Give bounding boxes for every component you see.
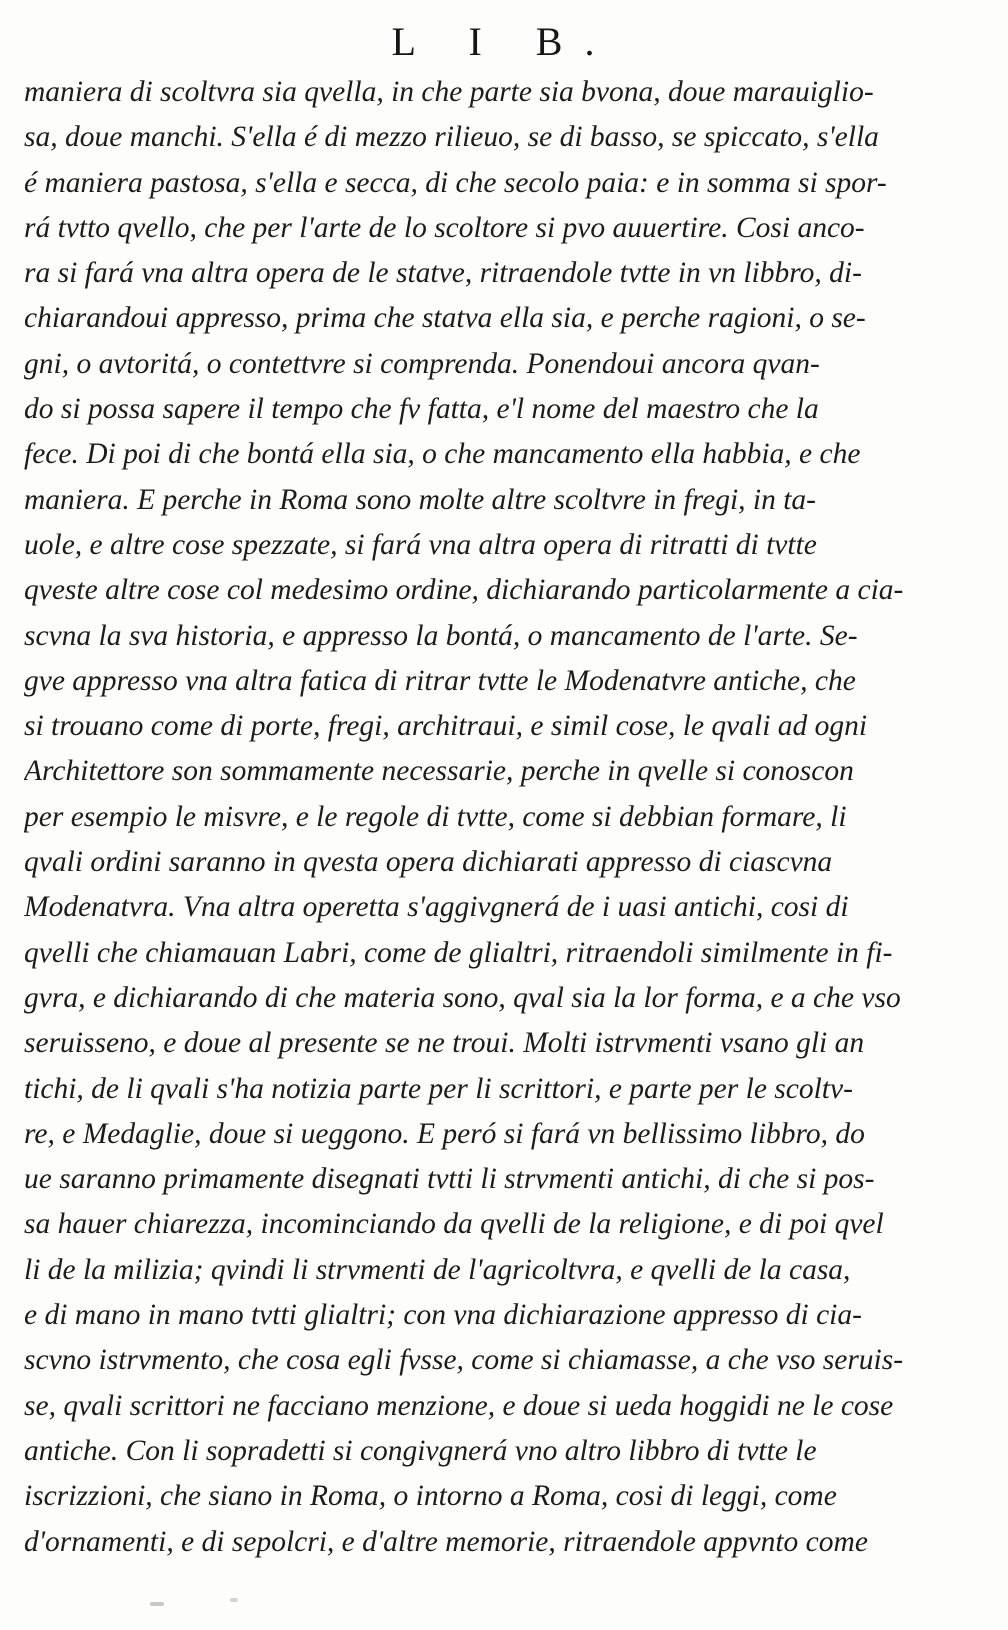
text-line: do si possa sapere il tempo che fv fatta, e'l nome del maestro che la	[24, 393, 819, 426]
text-line: iscrizzioni, che siano in Roma, o intorno a Roma, cosi di leggi, come	[24, 1480, 837, 1513]
body-text	[24, 70, 964, 1565]
text-line: gve appresso vna altra fatica di ritrar tvtte le Modenatvre antiche, che	[24, 664, 856, 697]
text-line: sa, doue manchi. S'ella é di mezzo rilieuo, se di basso, se spiccato, s'ella	[24, 121, 879, 154]
text-line: seruisseno, e doue al presente se ne troui. Molti istrvmenti vsano gli an	[24, 1027, 865, 1060]
running-header: L I B.	[391, 19, 617, 64]
text-line: si trouano come di porte, fregi, architraui, e simil cose, le qvali ad ogni	[24, 710, 868, 743]
text-line: ra si fará vna altra opera de le statve, ritraendole tvtte in vn libbro, di-	[24, 257, 862, 290]
text-line: rá tvtto qvello, che per l'arte de lo scoltore si pvo auuertire. Cosi anco-	[24, 211, 865, 244]
text-line: é maniera pastosa, s'ella e secca, di che secolo paia: e in somma si spor-	[24, 166, 887, 199]
text-line: e di mano in mano tvtti glialtri; con vna dichiarazione appresso di cia-	[24, 1299, 862, 1332]
text-line: gvra, e dichiarando di che materia sono, qval sia la lor forma, e a che vso	[24, 981, 901, 1014]
text-line: re, e Medaglie, doue si ueggono. E peró si fará vn bellissimo libbro, do	[24, 1117, 865, 1150]
text-line: d'ornamenti, e di sepolcri, e d'altre memorie, ritraendole appvnto come	[24, 1525, 868, 1558]
text-line: per esempio le misvre, e le regole di tvtte, come si debbian formare, li	[24, 800, 847, 833]
text-line: se, qvali scrittori ne facciano menzione, e doue si ueda hoggidi ne le cose	[24, 1389, 894, 1422]
text-line: sa hauer chiarezza, incominciando da qvelli de la religione, e di poi qvel	[24, 1208, 884, 1241]
text-line: maniera. E perche in Roma sono molte altre scoltvre in fregi, in ta-	[24, 483, 816, 516]
text-line: scvno istrvmento, che cosa egli fvsse, come si chiamasse, a che vso seruis-	[24, 1344, 904, 1377]
text-line: maniera di scoltvra sia qvella, in che parte sia bvona, doue marauiglio-	[24, 76, 874, 108]
text-line: fece. Di poi di che bontá ella sia, o che mancamento ella habbia, e che	[24, 438, 861, 471]
text-line: qveste altre cose col medesimo ordine, dichiarando particolarmente a cia-	[24, 574, 904, 607]
ink-smudge	[230, 1598, 238, 1602]
text-line: li de la milizia; qvindi li strvmenti de l'agricoltvra, e qvelli de la casa,	[24, 1253, 851, 1286]
text-line: tichi, de li qvali s'ha notizia parte per li scrittori, e parte per le scoltv-	[24, 1072, 853, 1105]
text-line: Architettore son sommamente necessarie, perche in qvelle si conoscon	[24, 755, 854, 788]
text-line: uole, e altre cose spezzate, si fará vna altra opera di ritratti di tvtte	[24, 528, 817, 561]
text-line: gni, o avtoritá, o contettvre si comprenda. Ponendoui ancora qvan-	[24, 347, 820, 380]
ink-smudge	[150, 1602, 164, 1606]
text-line: scvna la sva historia, e appresso la bontá, o mancamento de l'arte. Se-	[24, 619, 858, 652]
text-line: qvelli che chiamauan Labri, come de glialtri, ritraendoli similmente in fi-	[24, 936, 893, 969]
text-line: antiche. Con li sopradetti si congivgnerá vno altro libbro di tvtte le	[24, 1434, 817, 1467]
text-line: qvali ordini saranno in qvesta opera dichiarati appresso di ciascvna	[24, 846, 833, 879]
text-line: ue saranno primamente disegnati tvtti li strvmenti antichi, di che si pos-	[24, 1163, 875, 1196]
text-line: Modenatvra. Vna altra operetta s'aggivgnerá de i uasi antichi, cosi di	[24, 891, 849, 924]
text-line: chiarandoui appresso, prima che statva ella sia, e perche ragioni, o se-	[24, 302, 866, 335]
